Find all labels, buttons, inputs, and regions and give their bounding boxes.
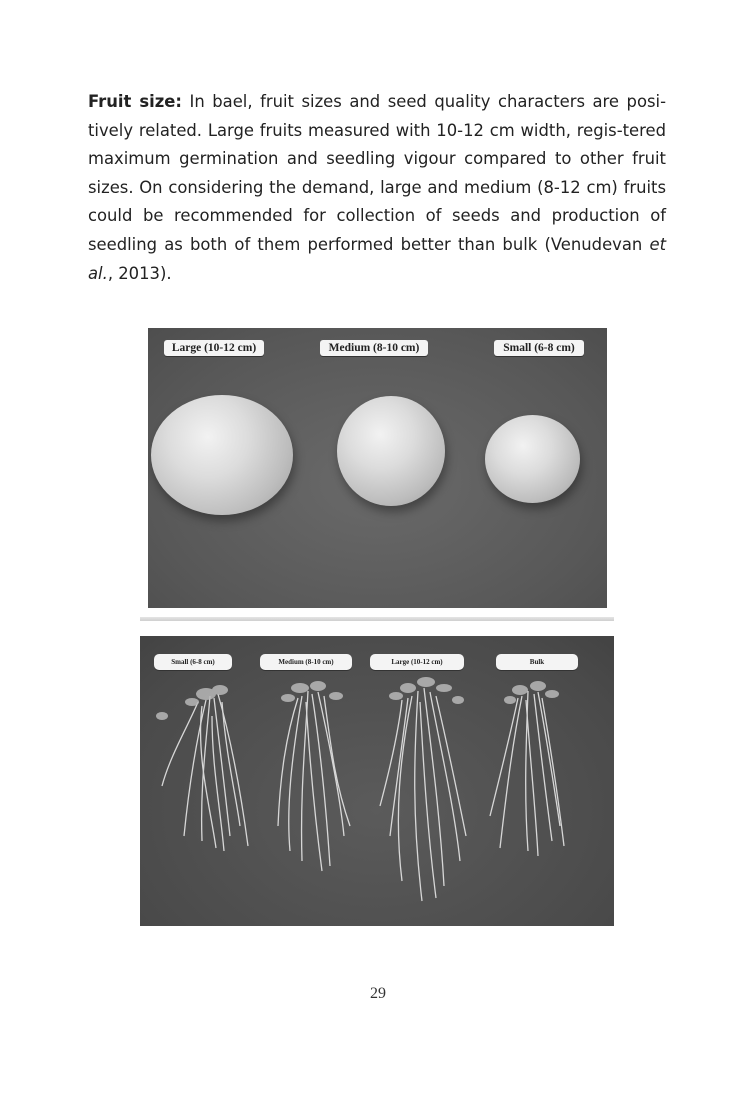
fruit-label-large: Large (10-12 cm) — [164, 340, 264, 356]
small-fruit — [485, 415, 580, 503]
large-fruit — [151, 395, 293, 515]
seedling-bundles — [140, 636, 614, 926]
fruit-size-photo — [148, 328, 607, 608]
seedling-label-small: Small (6-8 cm) — [154, 654, 232, 670]
photo-divider — [140, 617, 614, 621]
paragraph-text-1: In bael, fruit sizes and seed quality characters are posi-tively related. Large fruits measured with 10-12 cm width, regis-tered maximum germination and seedling vigour compared to other fruit sizes. On considering the demand, large and medium (8-12 cm) fruits could be recommended for collection of seeds and production of seedling as both of them performed better than bulk (Venudevan — [88, 92, 666, 254]
page-number: 29 — [370, 985, 386, 1002]
paragraph-lead: Fruit size: — [88, 92, 182, 111]
paragraph-italic: et al. — [88, 234, 666, 283]
seedling-photo — [140, 636, 614, 926]
fruit-label-small: Small (6-8 cm) — [494, 340, 584, 356]
fruit-label-medium: Medium (8-10 cm) — [320, 340, 428, 356]
fruit-size-paragraph — [88, 88, 666, 288]
paragraph-text-2: , 2013). — [107, 263, 172, 283]
seedling-label-large: Large (10-12 cm) — [370, 654, 464, 670]
seedling-label-bulk: Bulk — [496, 654, 578, 670]
medium-fruit — [337, 396, 445, 506]
seedling-label-medium: Medium (8-10 cm) — [260, 654, 352, 670]
